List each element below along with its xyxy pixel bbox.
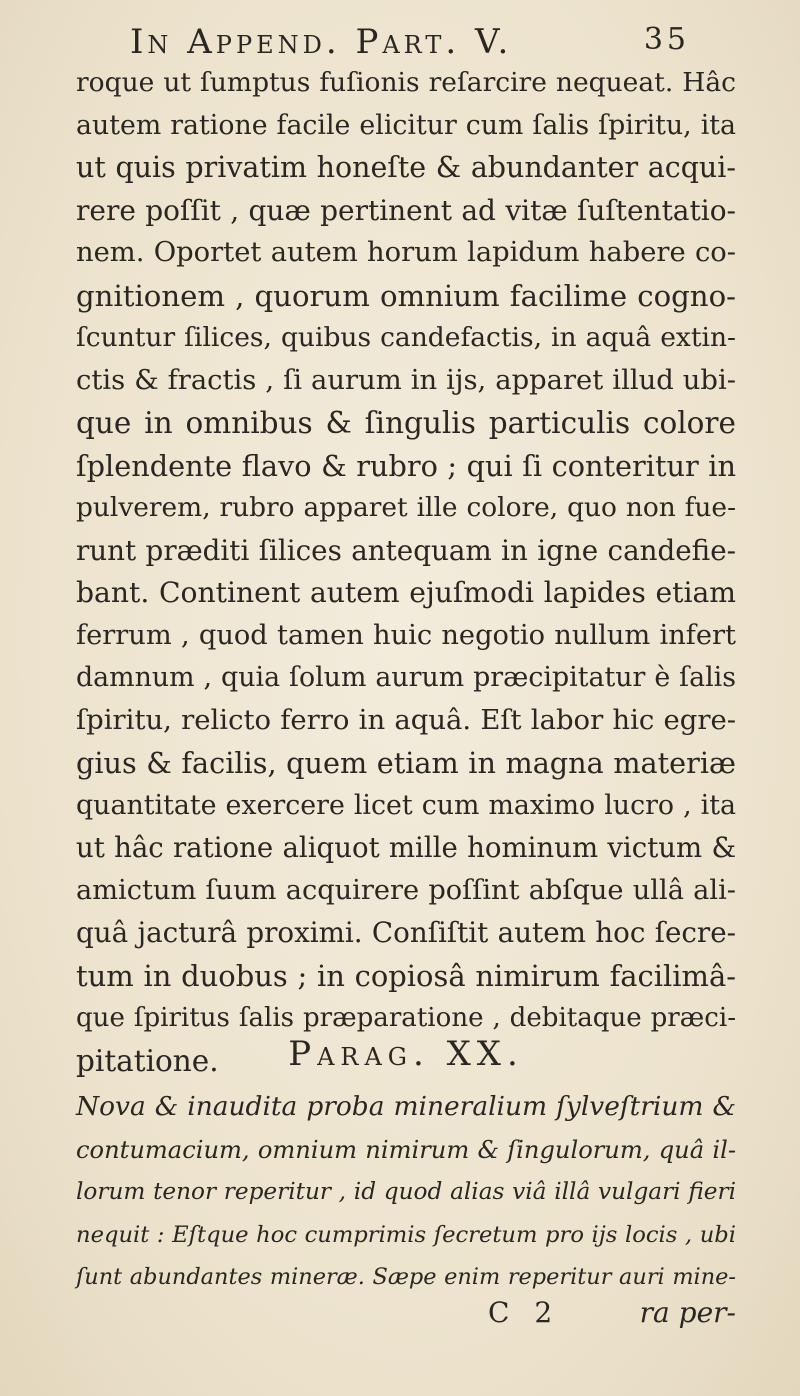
page-footer — [76, 1296, 736, 1338]
text-line: ctis & fractis , ſi aurum in ijs, apparet illud ubi- — [76, 364, 736, 396]
text-line: pitatione. — [76, 1043, 219, 1078]
summary-line: nequit : Eſtque hoc cumprimis ſecretum pro ijs locis , ubi — [76, 1221, 736, 1248]
text-line: nem. Oportet autem horum lapidum habere co- — [76, 237, 736, 268]
text-line: pulverem, rubro apparet ille colore, quo non fue- — [76, 492, 736, 523]
signature-mark: C 2 — [488, 1296, 561, 1329]
text-line: runt præditi ſilices antequam in igne candefie- — [76, 533, 736, 567]
text-line: roque ut ſumptus fuſionis reſarcire nequeat. Hâc — [76, 67, 736, 98]
text-line: quâ jacturâ proximi. Conſiſtit autem hoc ſecre- — [76, 916, 736, 949]
text-line: ſplendente flavo & rubro ; qui ſi conteritur in — [76, 448, 736, 483]
text-line: ferrum , quod tamen huic negotio nullum infert — [76, 619, 736, 651]
text-line: ut hâc ratione aliquot mille hominum victum & — [76, 831, 736, 864]
text-line: quantitate exercere licet cum maximo lucro , ita — [76, 789, 736, 821]
text-line: ut quis privatim honeſte & abundanter acqui- — [76, 151, 736, 184]
text-line: ſcuntur ſilices, quibus candefactis, in aquâ extin- — [76, 322, 736, 353]
text-line: ſpiritu, relicto ferro in aquâ. Eſt labor hic egre- — [76, 704, 736, 736]
text-line: gnitionem , quorum omnium facilime cogno- — [76, 278, 736, 313]
page-number: 35 — [643, 22, 690, 57]
header-title: In Append. Part. V. — [130, 22, 513, 62]
text-line: damnum , quia ſolum aurum præcipitatur è ſalis — [76, 662, 736, 693]
text-line: tum in duobus ; in copiosâ nimirum facilimâ- — [76, 958, 736, 993]
summary-line: ſunt abundantes mineræ. Sæpe enim reperitur auri mine- — [76, 1264, 736, 1290]
text-line: amictum ſuum acquirere poſſint abſque ullâ ali- — [76, 874, 736, 906]
text-line: autem ratione facile elicitur cum ſalis ſpiritu, ita — [76, 109, 736, 141]
section-summary — [76, 1086, 736, 1299]
text-line: bant. Continent autem ejuſmodi lapides etiam — [76, 576, 736, 609]
main-text — [76, 62, 736, 1082]
text-line: que in omnibus & ſingulis particulis colore — [76, 406, 736, 440]
section-heading: Parag. XX. — [288, 1034, 524, 1074]
running-header — [130, 18, 690, 68]
summary-line: lorum tenor reperitur , id quod alias viâ illâ vulgari fieri — [76, 1178, 736, 1205]
summary-line: Nova & inaudita proba mineralium ſylveſtrium & — [76, 1091, 736, 1122]
summary-line: contumacium, omnium nimirum & ſingulorum, quâ il- — [76, 1135, 736, 1164]
text-line: que ſpiritus ſalis præparatione , debitaque præci- — [76, 1003, 736, 1033]
text-line: rere poſſit , quæ pertinent ad vitæ ſuſtentatio- — [76, 193, 736, 227]
text-line: gius & facilis, quem etiam in magna materiæ — [76, 746, 736, 780]
catchword: ra per- — [639, 1296, 736, 1329]
